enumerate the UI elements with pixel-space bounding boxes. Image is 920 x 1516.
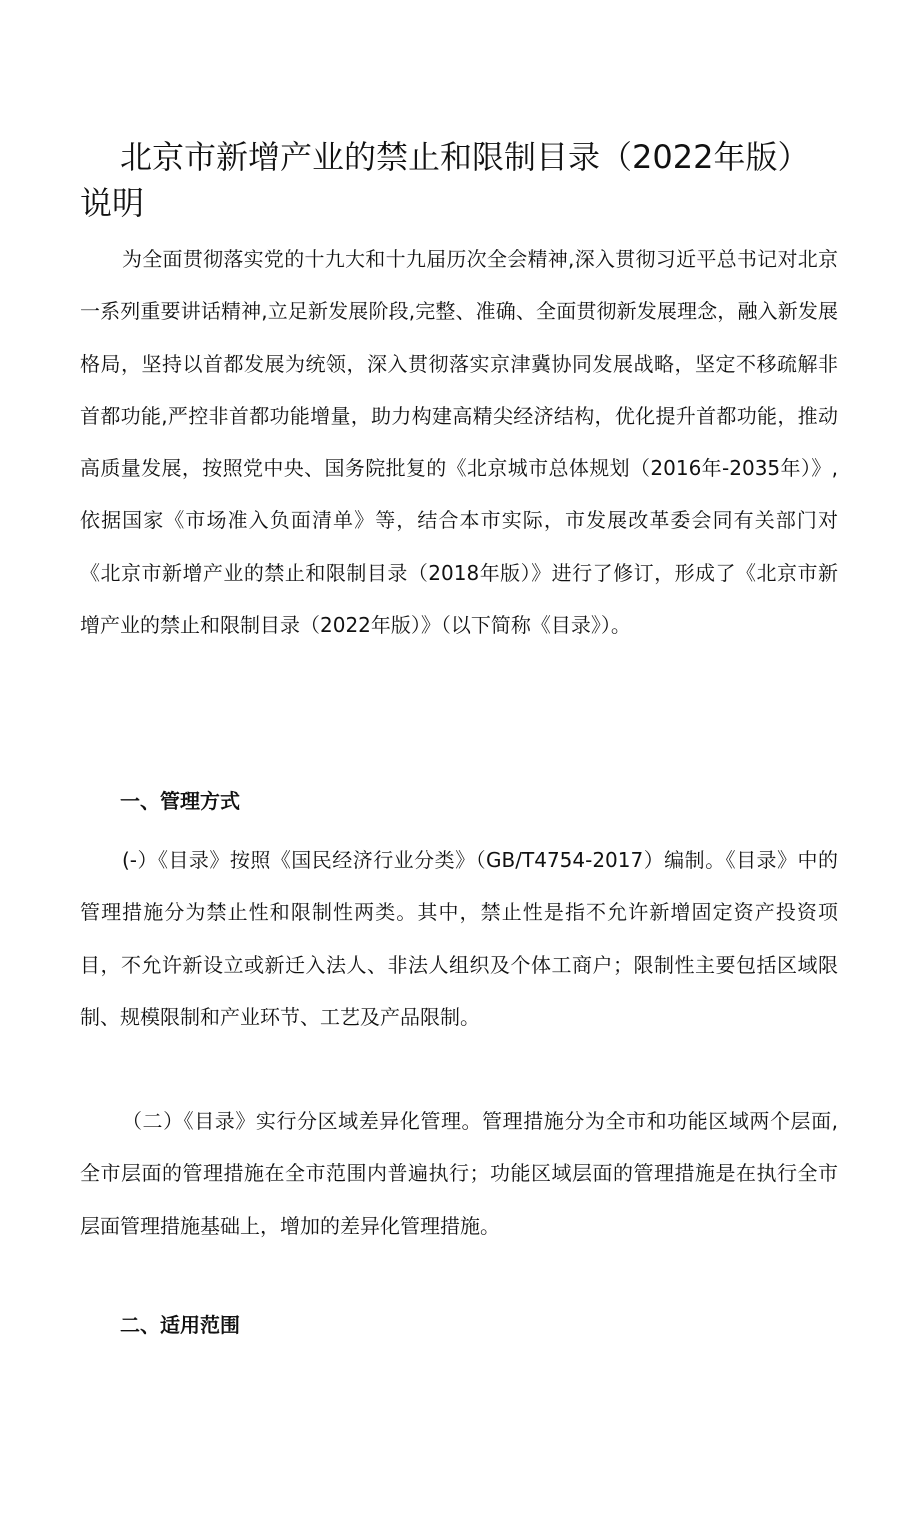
management-paragraph-2: （二）《目录》实行分区域差异化管理。管理措施分为全市和功能区域两个层面,全市层面的管理措施在全市范围内普遍执行；功能区域层面的管理措施是在执行全市层面管理措施基础上，增加的差异化管理措施。 — [80, 1109, 838, 1238]
document-title — [80, 134, 860, 226]
section-heading-scope: 二、适用范围 — [120, 1313, 240, 1337]
document-title-line1: 北京市新增产业的禁止和限制目录（2022年版） — [120, 138, 810, 176]
document-title-line2: 说明 — [80, 184, 145, 222]
management-paragraph-1: (-）《目录》按照《国民经济行业分类》（GB/T4754-2017）编制。《目录》中的管理措施分为禁止性和限制性两类。其中，禁止性是指不允许新增固定资产投资项目，不允许新设立或新迁入法人、非法人组织及个体工商户；限制性主要包括区域限制、规模限制和产业环节、工艺及产品限制。 — [80, 848, 838, 1029]
section-heading-management: 一、管理方式 — [120, 789, 240, 813]
intro-paragraph: 为全面贯彻落实党的十九大和十九届历次全会精神,深入贯彻习近平总书记对北京一系列重要讲话精神,立足新发展阶段,完整、准确、全面贯彻新发展理念，融入新发展格局，坚持以首都发展为统领，深入贯彻落实京津冀协同发展战略，坚定不移疏解非首都功能,严控非首都功能增量，助力构建高精尖经济结构，优化提升首都功能，推动高质量发展，按照党中央、国务院批复的《北京城市总体规划（2016年-2035年）》,依据国家《市场准入负面清单》等，结合本市实际，市发展改革委会同有关部门对《北京市新增产业的禁止和限制目录（2018年版）》进行了修订，形成了《北京市新增产业的禁止和限制目录（2022年版）》（以下简称《目录》）。 — [80, 247, 838, 638]
